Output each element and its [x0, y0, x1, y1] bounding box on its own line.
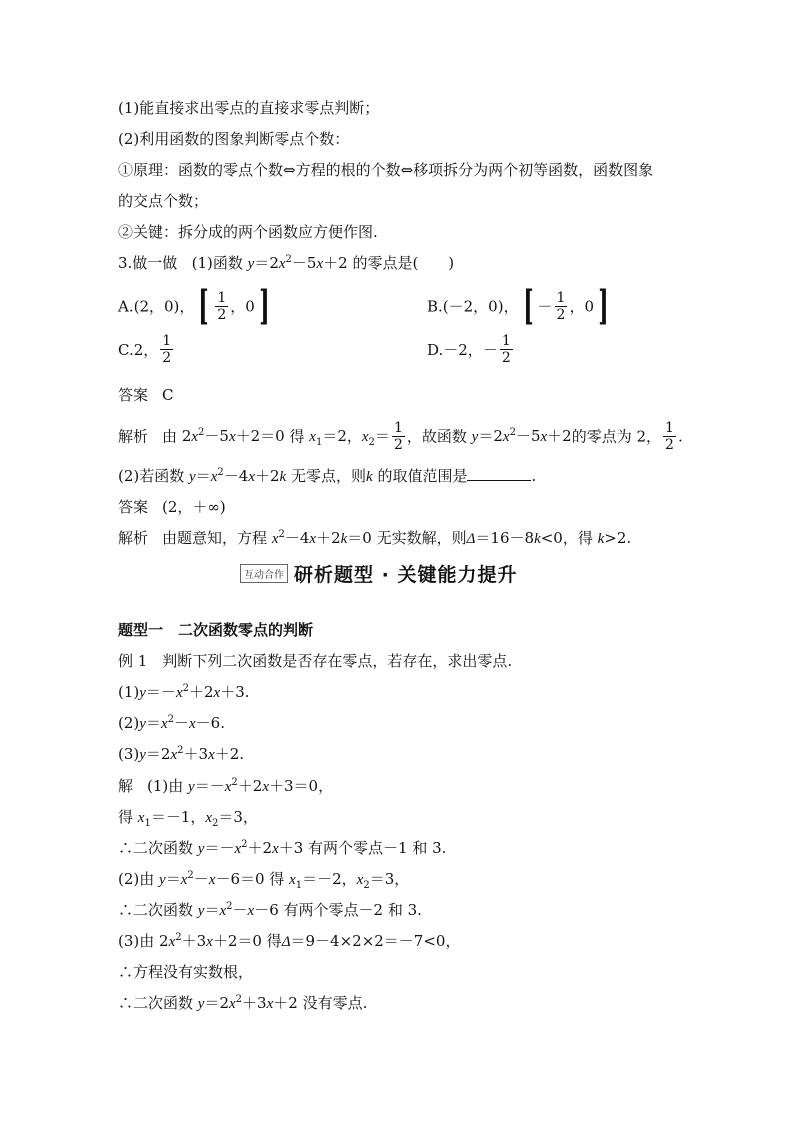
- example-intro: [118, 651, 512, 671]
- example-item-3: $(3)y=2x^2+3x+2$.: [118, 745, 245, 763]
- example-item-2: $(2)y=x^2-x-6$.: [118, 714, 225, 732]
- answer-blank[interactable]: [467, 466, 531, 481]
- answer-value: (2，＋∞): [162, 498, 226, 516]
- text: ∴方程没有实数根，: [118, 963, 254, 981]
- option-d-label: D.－2，: [427, 341, 483, 359]
- analysis-label: 解析: [118, 427, 149, 446]
- text: 题型一 二次函数零点的判断: [118, 621, 314, 639]
- solution-line-6: (3)由 $2x^2+3x+2=0$ 得Δ＝9－4×2×2＝－7<0，: [118, 932, 461, 950]
- practice-question-1: 3.做一做 (1)函数 $y=2x^2-5x+2$ 的零点是( ): [118, 254, 455, 272]
- section-tag: 互动合作: [240, 564, 288, 583]
- text: (2)若函数: [118, 467, 185, 485]
- option-a-label: A.(2，0)，: [118, 297, 195, 316]
- method-line-2: [118, 129, 349, 149]
- solution-line-7: [118, 962, 253, 982]
- example-item-1: $(1)y=-x^2+2x+3$.: [118, 683, 250, 701]
- text: 的零点是( ): [352, 254, 455, 272]
- solution-line-2: 得 $x_1=-1$，$x_2=3$，: [118, 808, 258, 829]
- option-d: D.－2，－ $\frac{1}{2}$: [427, 333, 511, 366]
- answer-1: [118, 385, 174, 405]
- section-title: 研析题型 · 关键能力提升: [294, 564, 518, 586]
- text: ②关键：拆分成的两个函数应方便作图.: [118, 223, 378, 241]
- text: 无零点，则: [290, 467, 366, 485]
- practice-question-2: (2)若函数 $y=x^2-4x+2k$ 无零点，则k 的取值范围是 .: [118, 467, 537, 485]
- option-b: B.(－2，0)， [ － $\frac{1}{2}$ ，0 ]: [427, 282, 609, 329]
- option-a: A.(2，0)， [ $\frac{1}{2}$ ，0 ]: [118, 282, 270, 329]
- text: 的取值范围是: [377, 467, 468, 485]
- text: (1)函数: [191, 254, 243, 272]
- text: 的零点为 2，: [571, 427, 662, 446]
- solution-line-3: ∴二次函数 $y=-x^2+2x+3$ 有两个零点－1 和 3.: [118, 839, 447, 857]
- text: (2)利用函数的图象判断零点个数：: [118, 130, 350, 148]
- answer-2: [118, 497, 226, 517]
- method-line-4: [118, 191, 208, 211]
- option-c-label: C.2，: [118, 341, 159, 359]
- answer-label: 答案: [118, 386, 149, 404]
- option-b-label: B.(－2，0)，: [427, 297, 519, 316]
- text: 例 1 判断下列二次函数是否存在零点，若存在，求出零点.: [118, 652, 513, 670]
- text: 由: [162, 427, 178, 446]
- solution-line-5: ∴二次函数 $y=x^2-x-6$ 有两个零点－2 和 3.: [118, 901, 422, 919]
- text: 由题意知，方程: [162, 529, 268, 547]
- text: 的交点个数；: [118, 192, 209, 210]
- method-line-1: [118, 98, 379, 118]
- solution-line-4: (2)由 $y=x^2-x-6=0$ 得 $x_1=-2$，$x_2=3$，: [118, 870, 410, 891]
- analysis-2: 解析 由题意知，方程 $x^2-4x+2k=0$ 无实数解，则Δ＝16－8k<0，得 k>2.: [118, 529, 632, 547]
- text: (1)能直接求出零点的直接求零点判断；: [118, 99, 380, 117]
- option-c: C.2， $\frac{1}{2}$: [118, 333, 172, 366]
- method-line-5: [118, 222, 378, 242]
- text: ①原理：函数的零点个数⇔方程的根的个数⇔移项拆分为两个初等函数，函数图象: [118, 161, 654, 179]
- analysis-1: 解析 由 $2x^2-5x+2=0$ 得 $x_1=2$，$x_2=$ $\frac{1}{2}$ ，故函数 $y=2x^2-5x+2$的零点为 2， $\frac{1}{2}$ .: [118, 420, 683, 453]
- method-line-3: [118, 160, 653, 180]
- solution-line-1: 解 (1)由 $y=-x^2+2x+3=0$，: [118, 777, 334, 795]
- analysis-label: 解析: [118, 529, 149, 547]
- solution-line-8: ∴二次函数 $y=2x^2+3x+2$ 没有零点.: [118, 994, 368, 1012]
- practice-heading: 3.做一做: [118, 254, 178, 272]
- answer-value: C: [162, 386, 174, 404]
- solution-label: 解: [118, 777, 134, 795]
- type-title: [118, 620, 313, 640]
- section-banner: [240, 560, 517, 584]
- text: 得: [289, 427, 305, 446]
- text: 故函数: [421, 427, 467, 446]
- answer-label: 答案: [118, 498, 149, 516]
